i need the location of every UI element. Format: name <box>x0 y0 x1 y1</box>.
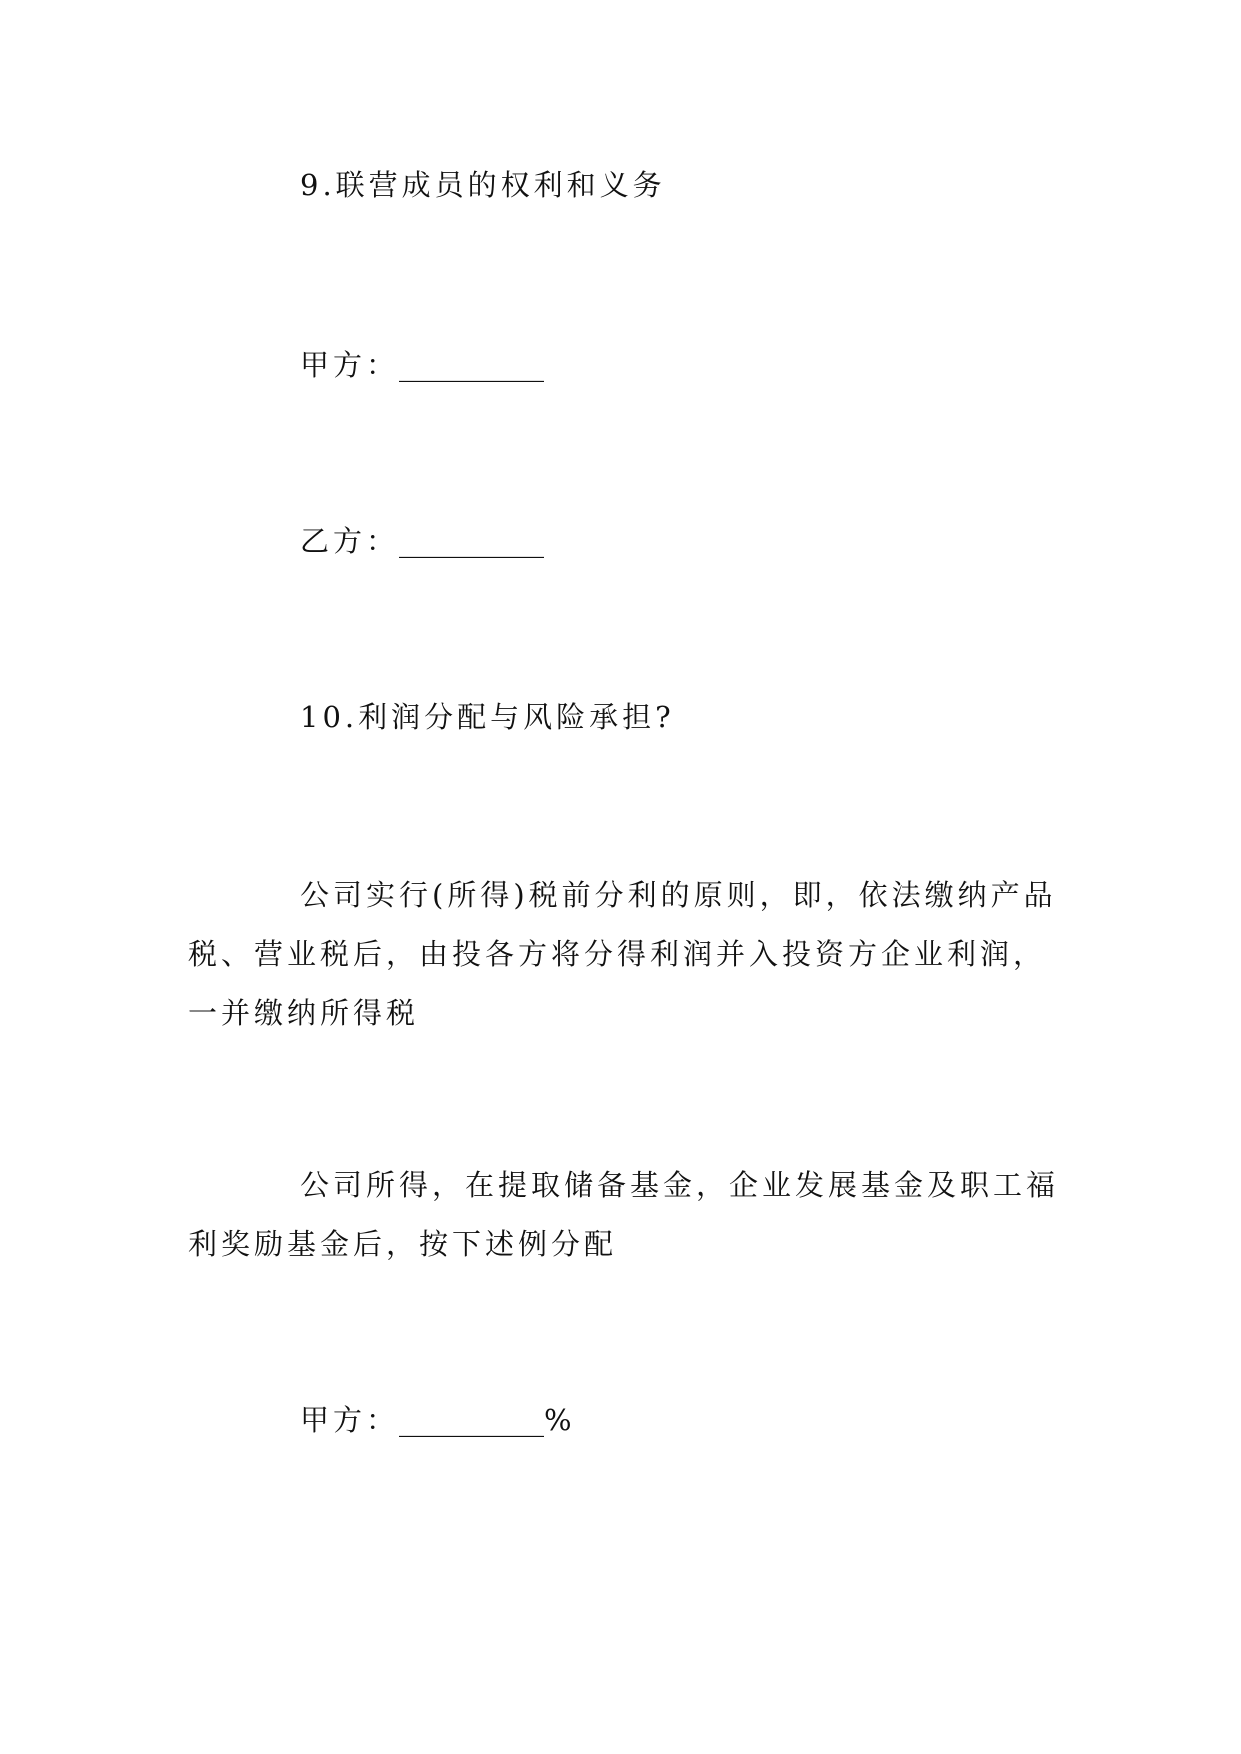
section-heading-profit <box>300 688 675 747</box>
heading-text: 9.联营成员的权利和义务 <box>300 168 666 202</box>
party-a-label: 甲方： <box>300 348 400 382</box>
percent-sign: % <box>544 1403 576 1437</box>
paragraph-tax: 公司实行(所得)税前分利的原则，即，依法缴纳产品税、营业税后，由投各方将分得利润并入投资方企业利润，一并缴纳所得税 <box>188 878 1057 1030</box>
paragraph-distribution: 公司所得，在提取储备基金，企业发展基金及职工福利奖励基金后，按下述例分配 <box>188 1168 1060 1261</box>
party-b-blank: __________ <box>399 524 545 558</box>
party-a-line <box>300 336 544 395</box>
party-b-label: 乙方： <box>300 524 400 558</box>
party-a-share-label: 甲方： <box>300 1403 400 1437</box>
party-b-line <box>300 512 544 571</box>
heading-text: 10.利润分配与风险承担? <box>300 700 675 734</box>
party-a-share-line <box>300 1391 576 1450</box>
party-a-share-blank: __________ <box>399 1403 545 1437</box>
section-heading-rights <box>300 156 666 215</box>
party-a-blank: __________ <box>399 348 545 382</box>
